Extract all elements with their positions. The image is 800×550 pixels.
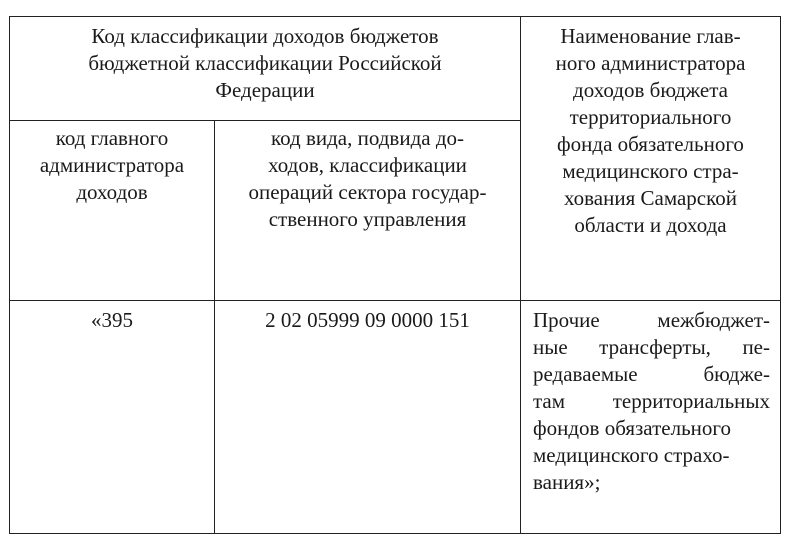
header-administrator-name: [521, 17, 781, 301]
income-name-cell: [521, 301, 781, 534]
income-name-line: ные трансферты, пе-: [533, 335, 770, 359]
income-name-line: вания»;: [533, 470, 601, 494]
header-name-line: фонда обязательного: [557, 132, 744, 156]
header-income-line: ходов, классификации: [268, 153, 467, 177]
header-income-line: код вида, подвида до-: [270, 126, 465, 150]
header-name-line: Наименование глав-: [560, 24, 741, 48]
income-code-cell: [215, 301, 521, 534]
income-name-line: медицинского страхо-: [533, 443, 730, 467]
header-name-line: области и дохода: [574, 213, 727, 237]
header-name-line: медицинского стра-: [562, 159, 739, 183]
header-group-line: Код классификации доходов бюджетов: [91, 24, 439, 48]
income-name-line: редаваемые бюдже-: [533, 362, 770, 386]
header-admin-line: доходов: [76, 180, 148, 204]
income-name-line: Прочие межбюджет-: [533, 308, 770, 332]
income-code-value: 2 02 05999 09 0000 151: [265, 308, 470, 332]
header-group-line: Федерации: [215, 78, 315, 102]
header-admin-line: администратора: [39, 153, 185, 177]
admin-code-value: «395: [91, 308, 133, 332]
header-name-line: доходов бюджета: [573, 78, 728, 102]
header-income-line: ственного управления: [268, 207, 467, 231]
income-classification-table: [9, 16, 781, 534]
admin-code-cell: [10, 301, 215, 534]
income-name-line: там территориальных: [533, 389, 770, 413]
header-classification-code-group: [10, 17, 521, 121]
header-admin-line: код главного: [55, 126, 169, 150]
header-admin-code: [10, 121, 215, 301]
header-row-group: [10, 17, 781, 121]
header-name-line: хования Самарской: [563, 186, 738, 210]
header-income-line: операций сектора государ-: [248, 180, 487, 204]
header-group-line: бюджетной классификации Российской: [88, 51, 442, 75]
income-name-line: фондов обязательного: [533, 416, 731, 440]
table-row: [10, 301, 781, 534]
header-name-line: ного администратора: [555, 51, 746, 75]
header-income-code: [215, 121, 521, 301]
header-name-line: территориального: [569, 105, 732, 129]
